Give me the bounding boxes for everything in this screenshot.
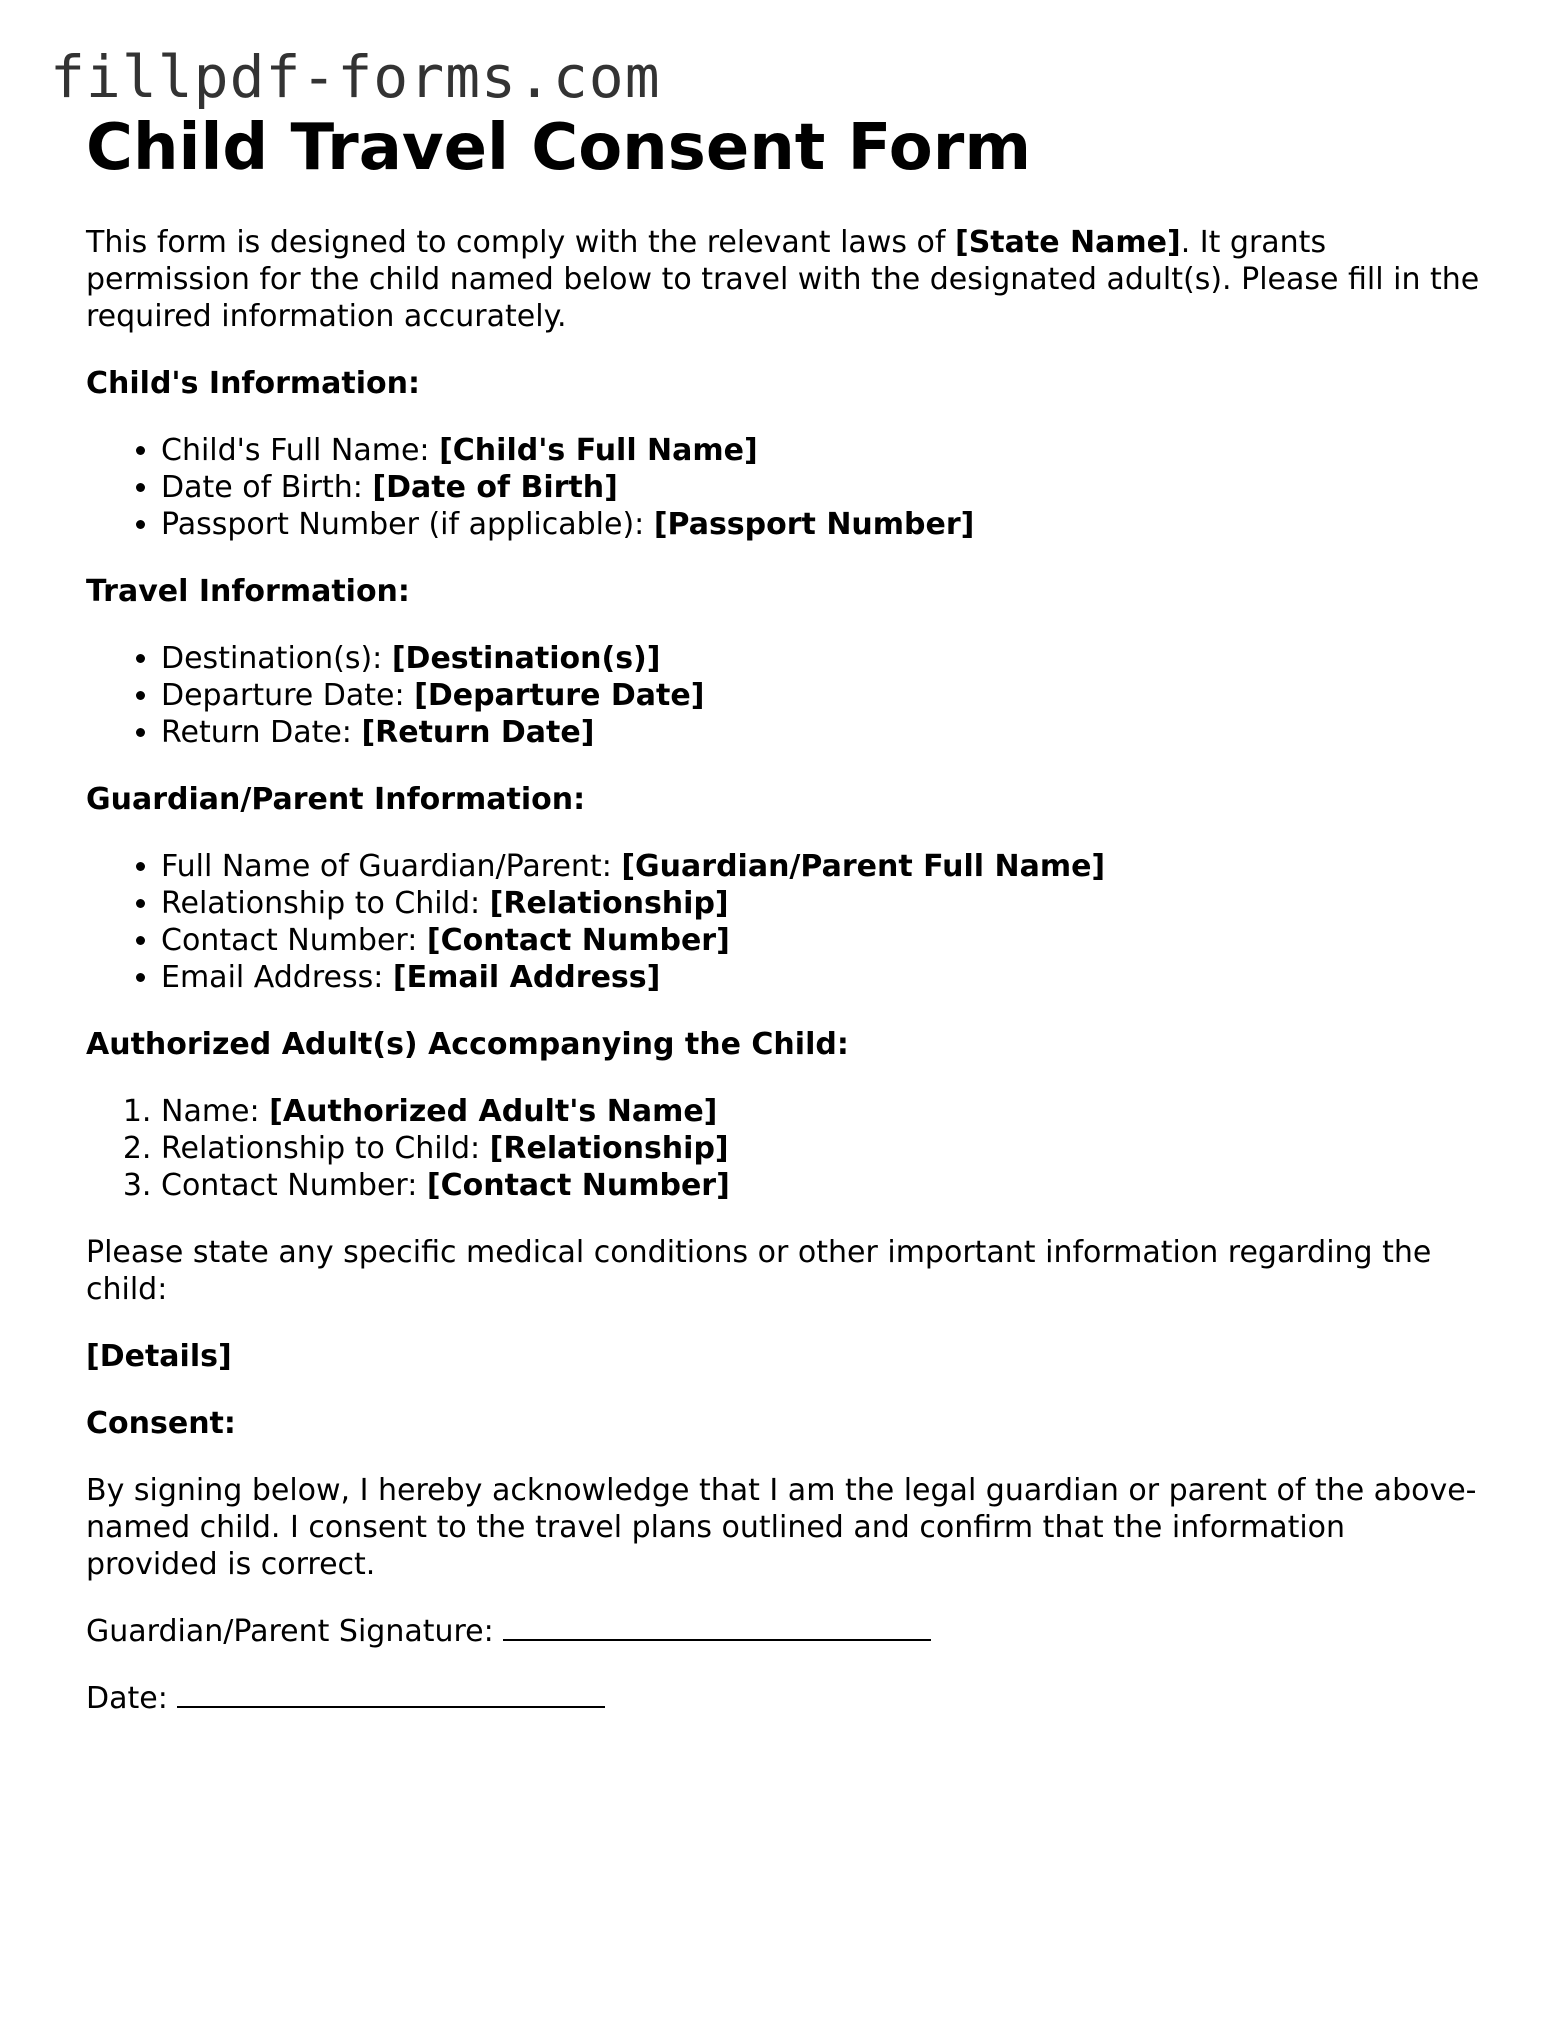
date-row — [86, 1680, 1486, 1717]
child-info-heading: Child's Information: — [86, 366, 420, 401]
list-item — [161, 714, 1486, 751]
item-value: [Date of Birth] — [372, 470, 618, 505]
page-title: Child Travel Consent Form — [86, 111, 1031, 185]
item-value: [Email Address] — [392, 960, 661, 995]
consent-heading: Consent: — [86, 1406, 236, 1441]
watermark: fillpdf-forms.com — [50, 43, 661, 111]
item-label: Contact Number: — [161, 1168, 427, 1203]
authorized-adults-heading: Authorized Adult(s) Accompanying the Child: — [86, 1027, 849, 1062]
item-value: [Relationship] — [489, 1131, 729, 1166]
medical-prompt: Please state any specific medical conditions or other important information regarding the child: — [86, 1235, 1432, 1307]
item-label: Passport Number (if applicable): — [161, 507, 654, 542]
list-item — [161, 432, 1486, 469]
item-value: [Relationship] — [489, 886, 729, 921]
item-value: [Passport Number] — [653, 507, 975, 542]
item-label: Contact Number: — [161, 923, 427, 958]
list-item — [161, 1167, 1486, 1204]
item-label: Relationship to Child: — [161, 1131, 490, 1166]
signature-label: Guardian/Parent Signature: — [86, 1614, 504, 1649]
guardian-info-heading: Guardian/Parent Information: — [86, 782, 586, 817]
item-label: Departure Date: — [161, 678, 415, 713]
item-value: [Destination(s)] — [391, 641, 661, 676]
signature-row — [86, 1613, 1486, 1650]
document-page — [86, 108, 1486, 1747]
list-item — [161, 848, 1486, 885]
child-info-list — [86, 432, 1486, 543]
item-label: Relationship to Child: — [161, 886, 490, 921]
list-item — [161, 640, 1486, 677]
list-item — [161, 469, 1486, 506]
item-label: Date of Birth: — [161, 470, 373, 505]
medical-details-field: [Details] — [86, 1339, 232, 1374]
intro-paragraph — [86, 224, 1486, 335]
travel-info-list — [86, 640, 1486, 751]
list-item — [161, 1130, 1486, 1167]
list-item — [161, 922, 1486, 959]
intro-prefix: This form is designed to comply with the relevant laws of — [86, 225, 955, 260]
item-value: [Contact Number] — [426, 1168, 730, 1203]
item-value: [Contact Number] — [426, 923, 730, 958]
item-label: Full Name of Guardian/Parent: — [161, 849, 622, 884]
item-label: Destination(s): — [161, 641, 392, 676]
list-item — [161, 677, 1486, 714]
item-value: [Return Date] — [361, 715, 595, 750]
date-line[interactable] — [177, 1682, 605, 1708]
intro-suffix: . It grants permission for the child named below to travel with the designated adult(s). Please fill in the required information accurately. — [86, 225, 1480, 334]
item-value: [Departure Date] — [414, 678, 705, 713]
consent-text: By signing below, I hereby acknowledge that I am the legal guardian or parent of the above-named child. I consent to the travel plans outlined and confirm that the information provided is correct. — [86, 1473, 1477, 1582]
authorized-adults-list — [86, 1093, 1486, 1204]
item-label: Return Date: — [161, 715, 362, 750]
list-item — [161, 506, 1486, 543]
item-label: Child's Full Name: — [161, 433, 440, 468]
item-value: [Child's Full Name] — [439, 433, 758, 468]
travel-info-heading: Travel Information: — [86, 574, 410, 609]
signature-line[interactable] — [503, 1615, 931, 1641]
item-label: Email Address: — [161, 960, 393, 995]
list-item — [161, 959, 1486, 996]
list-item — [161, 885, 1486, 922]
state-name-field: [State Name] — [954, 225, 1181, 260]
date-label: Date: — [86, 1681, 178, 1716]
guardian-info-list — [86, 848, 1486, 996]
item-label: Name: — [161, 1094, 270, 1129]
item-value: [Guardian/Parent Full Name] — [621, 849, 1106, 884]
item-value: [Authorized Adult's Name] — [269, 1094, 718, 1129]
list-item — [161, 1093, 1486, 1130]
